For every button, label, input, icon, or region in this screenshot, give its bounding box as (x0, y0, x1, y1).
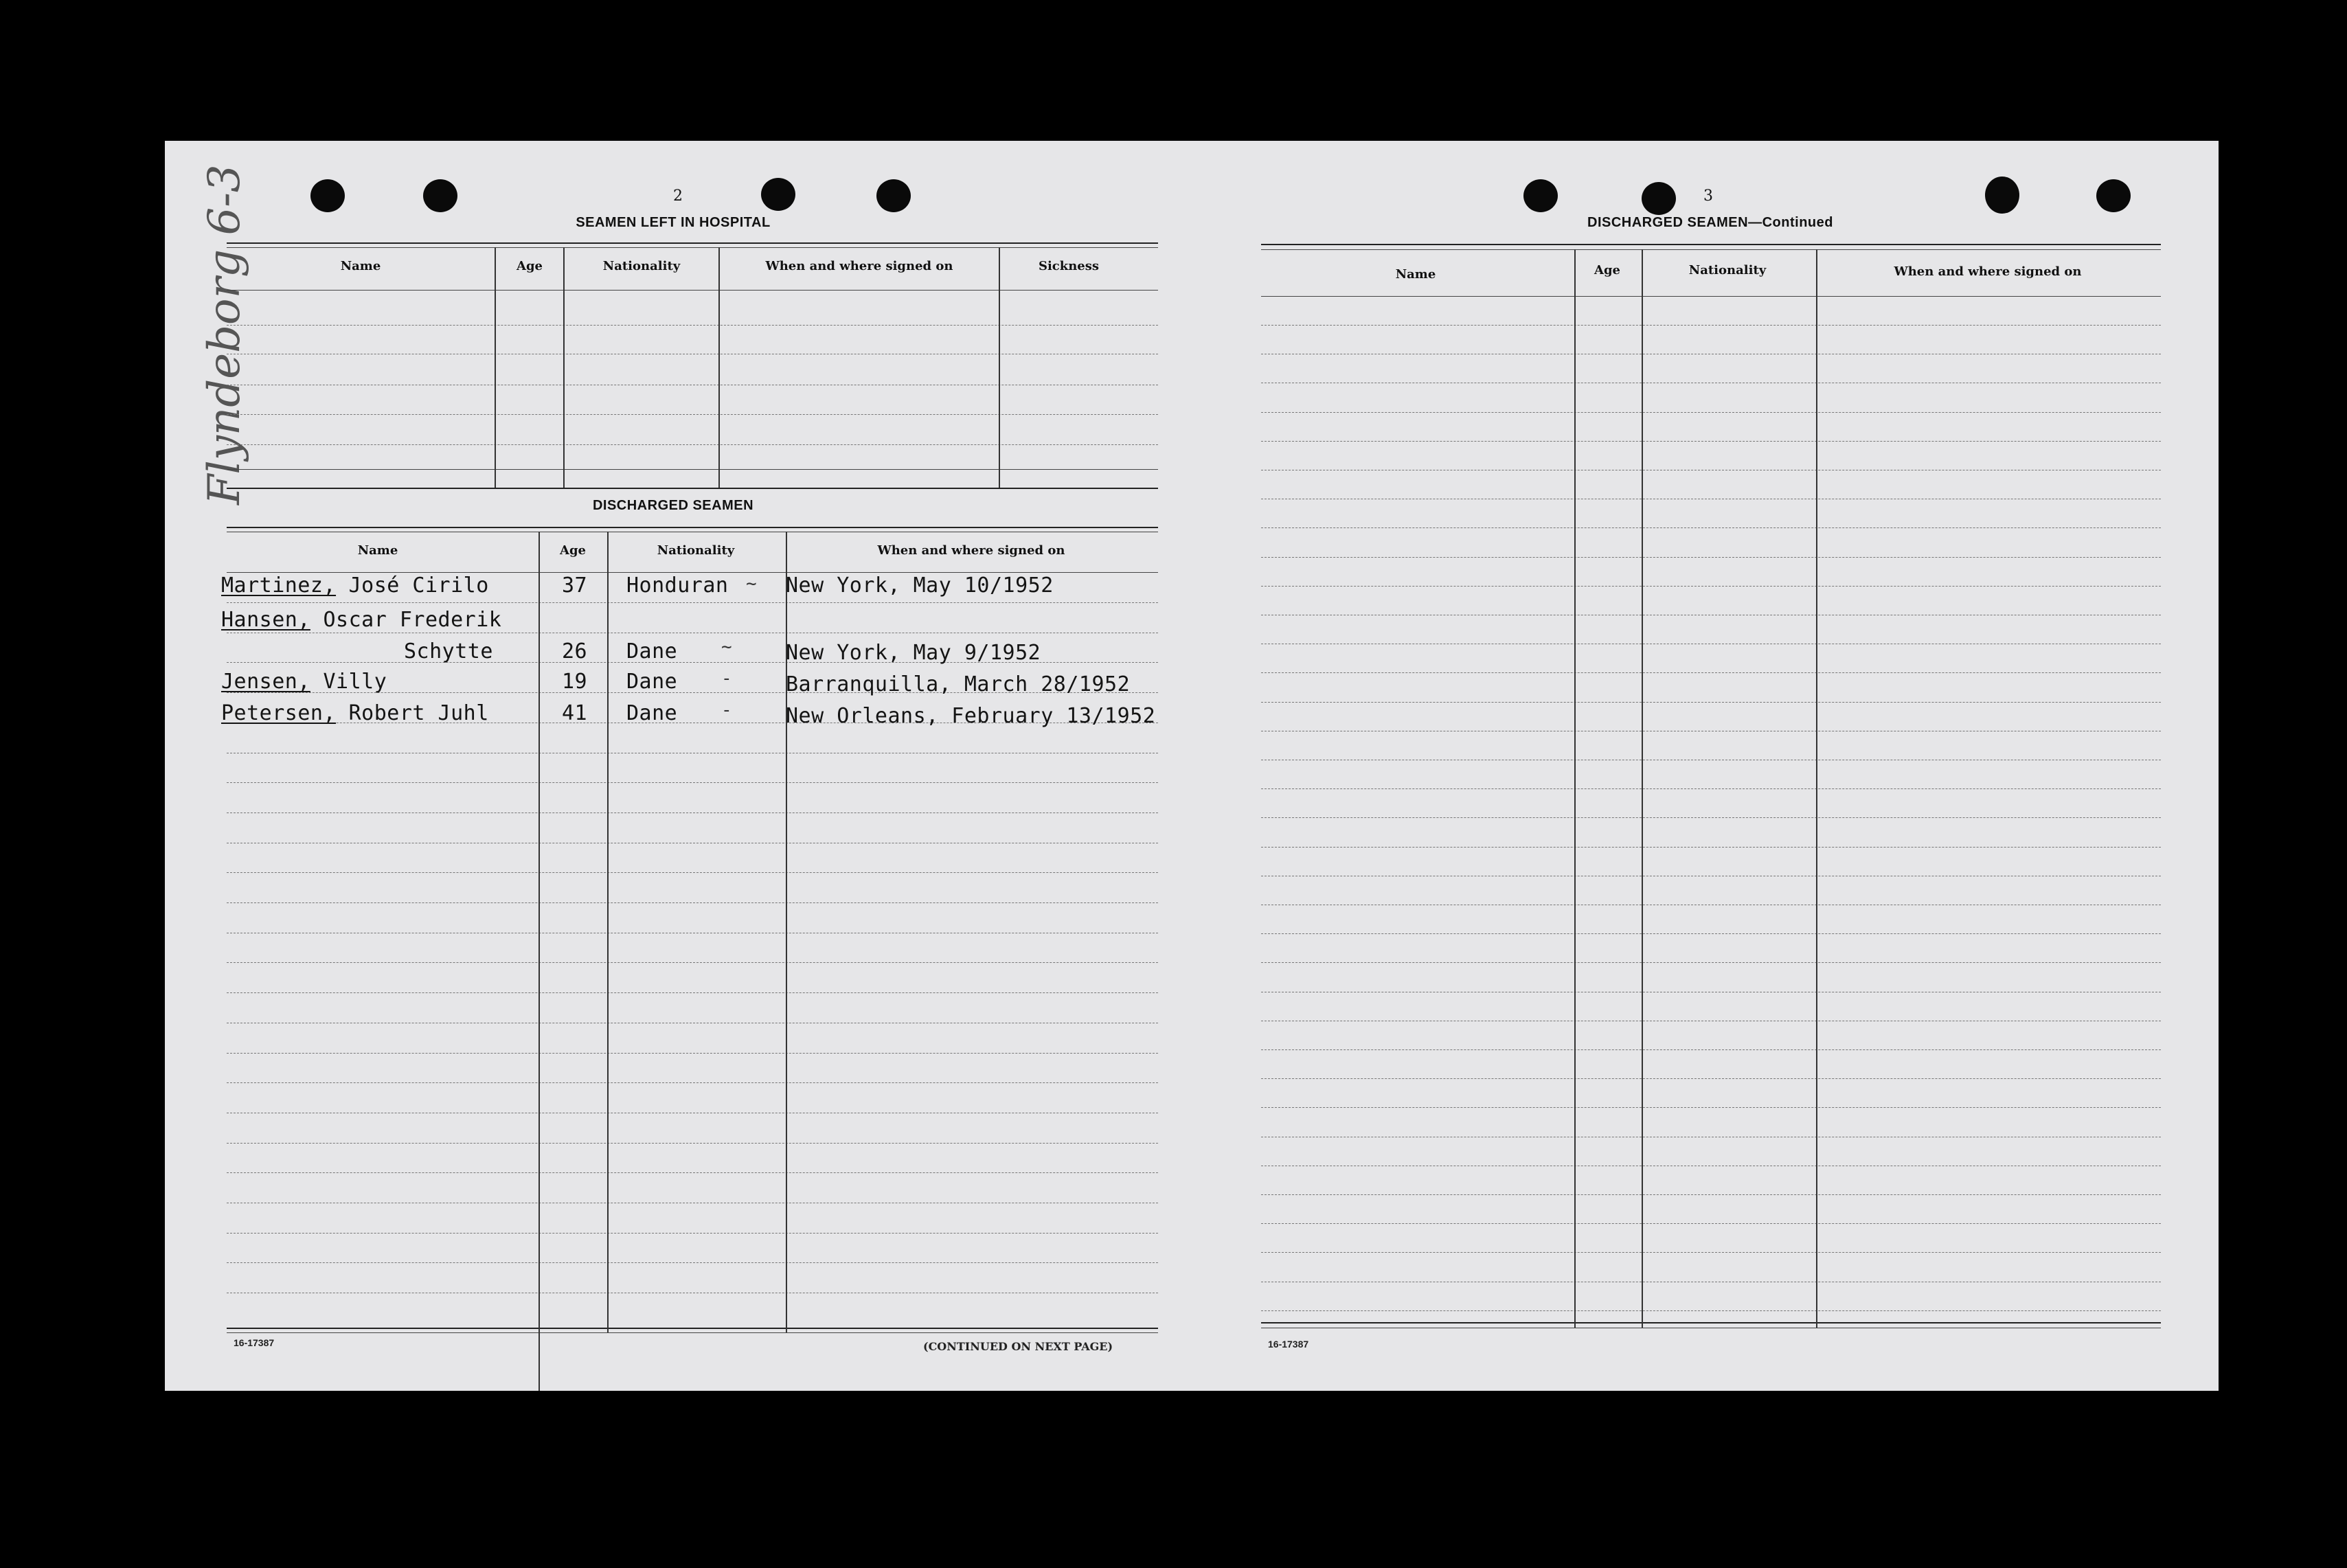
rule (1261, 557, 2161, 558)
rule (1261, 249, 2161, 250)
rule (1816, 249, 1817, 1328)
seaman-signed-on: New Orleans, February 13/1952 (786, 704, 1156, 728)
rule (1261, 412, 2161, 413)
right-page-title (1566, 215, 1855, 231)
rule (227, 469, 1158, 470)
rule (227, 527, 1158, 528)
discharged-col-signed-on: When and where signed on (877, 543, 1065, 558)
rule (1261, 702, 2161, 703)
rule (227, 1233, 1158, 1234)
right-col-name: Name (1395, 267, 1436, 282)
rule (1261, 847, 2161, 848)
discharged-col-name: Name (357, 543, 398, 558)
hospital-section-title: SEAMEN LEFT IN HOSPITAL (576, 215, 771, 230)
right-col-nationality: Nationality (1688, 263, 1767, 277)
right-col-age: Age (1594, 263, 1620, 277)
punch-hole (1642, 182, 1676, 215)
seaman-surname: Petersen, (221, 701, 337, 725)
form-number-right: 16-17387 (1268, 1339, 1309, 1350)
tick-mark: - (721, 700, 732, 720)
rule (227, 1082, 1158, 1083)
rule (1261, 296, 2161, 297)
punch-hole (761, 178, 795, 211)
rule (1261, 1107, 2161, 1108)
rule (495, 247, 496, 488)
rule (227, 602, 1158, 603)
rule (718, 247, 720, 488)
discharged-section-title: DISCHARGED SEAMEN (592, 498, 754, 513)
page-number-left: 2 (673, 188, 683, 205)
rule (227, 962, 1158, 963)
hospital-col-sickness: Sickness (1038, 259, 1100, 273)
seaman-given-name: Oscar Frederik (323, 608, 502, 632)
seaman-given-name: Villy (323, 670, 387, 694)
seaman-age: 41 (562, 701, 588, 725)
rule (227, 1053, 1158, 1054)
rule (227, 444, 1158, 445)
seaman-age: 19 (562, 670, 588, 694)
seaman-signed-on: Barranquilla, March 28/1952 (786, 672, 1131, 696)
rule (538, 532, 540, 1391)
rule (1261, 586, 2161, 587)
rule (227, 1172, 1158, 1173)
table-row (221, 670, 387, 694)
rule (227, 572, 1158, 573)
rule (1261, 1310, 2161, 1311)
rule (607, 532, 609, 1332)
right-page-title-suffix: —Continued (1748, 215, 1833, 230)
rule (227, 414, 1158, 415)
right-page-title-main: DISCHARGED SEAMEN (1587, 215, 1749, 230)
document-sheet (165, 141, 2219, 1391)
rule (1574, 249, 1576, 1328)
rule (1261, 817, 2161, 818)
rule (227, 1262, 1158, 1263)
rule (1261, 1078, 2161, 1079)
rule (1642, 249, 1643, 1328)
seaman-given-name: José Cirilo (348, 573, 489, 598)
continued-note: (CONTINUED ON NEXT PAGE) (923, 1340, 1113, 1353)
hospital-col-nationality: Nationality (602, 259, 681, 273)
seaman-nationality: Dane (626, 670, 678, 694)
rule (227, 1328, 1158, 1329)
right-col-signed-on: When and where signed on (1894, 264, 2082, 279)
seaman-signed-on: New York, May 9/1952 (786, 641, 1041, 665)
table-row (221, 608, 501, 632)
rule (1261, 933, 2161, 934)
rule (227, 1332, 1158, 1333)
rule (999, 247, 1000, 488)
rule (227, 488, 1158, 489)
punch-hole (310, 179, 345, 212)
margin-handwriting: Flyndeborg 6-3 (199, 164, 250, 505)
punch-hole (1985, 177, 2019, 214)
rule (227, 782, 1158, 783)
rule (227, 290, 1158, 291)
punch-hole (1523, 179, 1558, 212)
seaman-surname: Hansen, (221, 608, 310, 632)
seaman-surname: Martinez, (221, 573, 337, 598)
page-number-right: 3 (1703, 188, 1713, 205)
discharged-col-nationality: Nationality (657, 543, 735, 558)
rule (227, 902, 1158, 903)
rule (1261, 962, 2161, 963)
tick-mark: - (721, 668, 732, 689)
rule (1261, 1223, 2161, 1224)
rule (1261, 672, 2161, 673)
hospital-col-name: Name (340, 259, 381, 273)
rule (1261, 788, 2161, 789)
rule (1261, 244, 2161, 245)
punch-hole (2096, 179, 2131, 212)
punch-hole (876, 179, 911, 212)
rule (1261, 441, 2161, 442)
rule (227, 247, 1158, 248)
punch-hole (423, 179, 457, 212)
seaman-signed-on: New York, May 10/1952 (786, 573, 1054, 598)
seaman-nationality: Dane (626, 701, 678, 725)
form-number-left: 16-17387 (234, 1337, 275, 1348)
seaman-surname: Jensen, (221, 670, 310, 694)
rule (1261, 1252, 2161, 1253)
discharged-col-age: Age (559, 543, 586, 558)
tick-mark: ~ (721, 637, 732, 657)
table-row (221, 701, 489, 725)
hospital-col-age: Age (516, 259, 543, 273)
seaman-given-name-continued: Schytte (404, 639, 493, 663)
rule (1261, 527, 2161, 528)
rule (227, 1143, 1158, 1144)
seaman-age: 37 (562, 573, 588, 598)
rule (1261, 1322, 2161, 1323)
seaman-given-name: Robert Juhl (348, 701, 489, 725)
rule (227, 242, 1158, 244)
rule (1261, 1194, 2161, 1195)
rule (227, 872, 1158, 873)
rule (1261, 325, 2161, 326)
table-row (221, 573, 489, 598)
seaman-nationality: Dane (626, 639, 678, 663)
rule (1261, 1049, 2161, 1050)
rule (227, 992, 1158, 993)
seaman-age: 26 (562, 639, 588, 663)
tick-mark: ~ (746, 573, 757, 594)
seaman-nationality: Honduran (626, 573, 729, 598)
hospital-col-signed-on: When and where signed on (765, 259, 953, 273)
rule (563, 247, 565, 488)
rule (227, 325, 1158, 326)
